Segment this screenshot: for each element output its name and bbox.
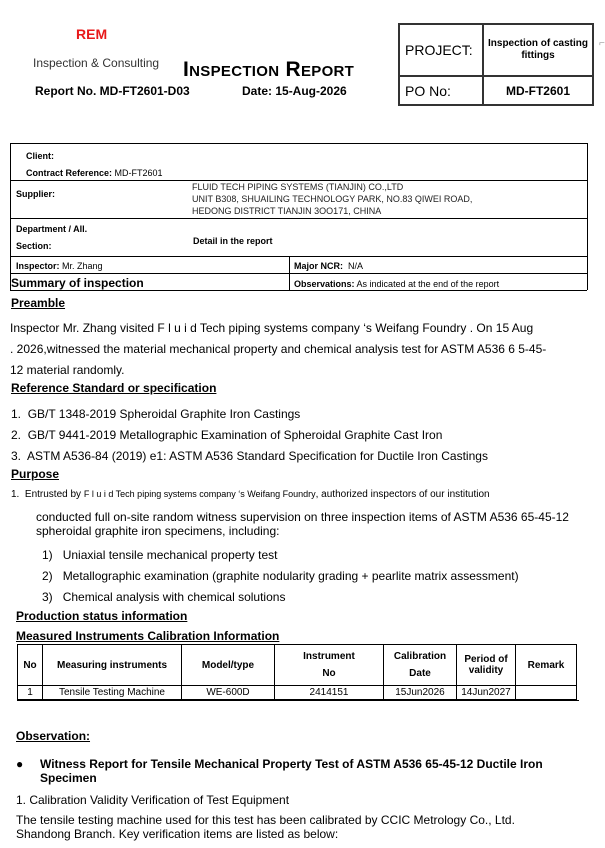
summary-label: Summary of inspection [11, 276, 144, 290]
divider [10, 256, 587, 257]
cell-instrument: Tensile Testing Machine [43, 686, 182, 700]
project-value: Inspection of casting fittings [483, 24, 593, 76]
cell-calibration-date: 15Jun2026 [384, 686, 457, 700]
cell-model: WE-600D [182, 686, 275, 700]
purpose-heading: Purpose [11, 467, 60, 481]
department-label: Department / All. [16, 224, 88, 234]
observation-heading: Observation: [16, 729, 91, 743]
list-item: 2) Metallographic examination (graphite nodularity grading + pearlite matrix assessment) [42, 569, 519, 583]
project-label: PROJECT: [399, 24, 483, 76]
client-label: Client: [26, 151, 54, 161]
purpose-description: conducted full on-site random witness supervision on three inspection items of ASTM A536 65-45-12 spheroidal graphite iron specimens, including: [36, 510, 569, 538]
list-item: 2. GB/T 9441-2019 Metallographic Examination of Spheroidal Graphite Cast Iron [11, 428, 443, 442]
divider [10, 290, 587, 291]
preamble-heading: Preamble [11, 296, 66, 310]
table-header-row [18, 645, 577, 686]
supplier-address: FLUID TECH PIPING SYSTEMS (TIANJIN) CO.,LTD UNIT B308, SHUAILING TECHNOLOGY PARK, NO.83 QIWEI ROAD, HEDONG DISTRICT TIANJIN 3OO171, CHINA [192, 182, 473, 216]
list-item: 3) Chemical analysis with chemical solutions [42, 590, 286, 604]
divider [10, 273, 587, 274]
po-value: MD-FT2601 [483, 76, 593, 105]
purpose-list [42, 545, 519, 608]
list-item: 3. ASTM A536-84 (2019) e1: ASTM A536 Standard Specification for Ductile Iron Castings [11, 449, 488, 463]
production-heading: Production status information [16, 609, 188, 623]
list-item: 1) Uniaxial tensile mechanical property test [42, 548, 278, 562]
ncr-field: Major NCR: N/A [294, 261, 364, 271]
report-number: Report No. MD-FT2601-D03 [35, 84, 190, 98]
reference-list [11, 404, 488, 467]
col-instrument-no: Instrument No [275, 645, 384, 686]
inspector-field: Inspector: Mr. Zhang [16, 261, 103, 271]
cell-instrument-no: 2414151 [275, 686, 384, 700]
col-remark: Remark [516, 645, 577, 686]
col-no: No [18, 645, 43, 686]
calibration-subheading: 1. Calibration Validity Verification of Test Equipment [16, 793, 290, 807]
witness-report-title: Witness Report for Tensile Mechanical Property Test of ASTM A536 65-45-12 Ductile Iron Specimen [40, 757, 543, 785]
col-instrument: Measuring instruments [43, 645, 182, 686]
calibration-paragraph: The tensile testing machine used for this test has been calibrated by CCIC Metrology Co., Ltd. Shandong Branch. Key verification items are listed as below: [16, 813, 515, 841]
calibration-table [17, 644, 577, 700]
bullet-icon: ● [16, 757, 24, 771]
report-date: Date: 15-Aug-2026 [242, 84, 347, 98]
observations-field: Observations: As indicated at the end of the report [294, 279, 500, 289]
contract-reference: Contract Reference: MD-FT2601 [26, 168, 163, 178]
col-calibration-date: Calibration Date [384, 645, 457, 686]
col-model: Model/type [182, 645, 275, 686]
purpose-line: 1. Entrusted by F l u i d Tech piping systems company ‘s Weifang Foundry, authorized inspectors of our institution [11, 489, 490, 500]
calibration-heading: Measured Instruments Calibration Information [16, 629, 280, 643]
table-row [18, 686, 577, 700]
list-item: 1. GB/T 1348-2019 Spheroidal Graphite Iron Castings [11, 407, 301, 421]
section-value: Detail in the report [193, 236, 273, 246]
page-edge-mark: ⌐ [599, 38, 605, 49]
supplier-label: Supplier: [16, 189, 56, 199]
divider [10, 218, 587, 219]
brand-logo: REM [76, 26, 108, 42]
preamble-text: Inspector Mr. Zhang visited F l u i d Tech piping systems company ‘s Weifang Foundry . On 15 Aug . 2026,witnessed the material mechanical property and chemical analysis test for ASTM A536 6 5-45- 12 material randomly. [10, 321, 547, 377]
cell-validity: 14Jun2027 [457, 686, 516, 700]
po-label: PO No: [399, 76, 483, 105]
col-validity: Period of validity [457, 645, 516, 686]
report-title: INSPECTION REPORT [183, 58, 355, 81]
cell-no: 1 [18, 686, 43, 700]
section-label: Section: [16, 241, 52, 251]
project-box [398, 23, 594, 106]
table-bottom-rule [17, 700, 579, 702]
reference-heading: Reference Standard or specification [11, 381, 217, 395]
cell-remark [516, 686, 577, 700]
company-name: Inspection & Consulting [33, 56, 160, 70]
